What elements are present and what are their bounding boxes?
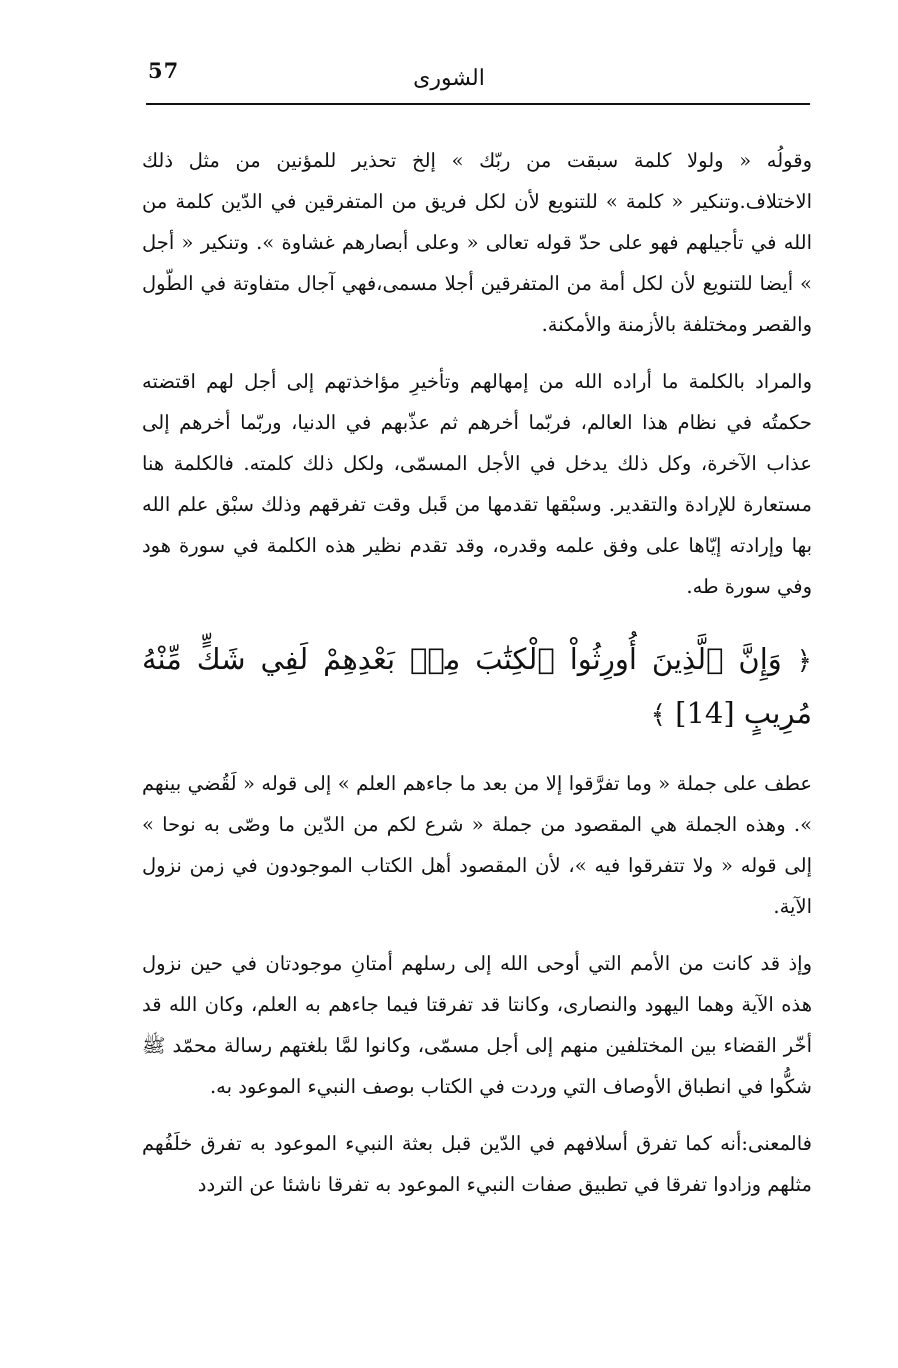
verse-close-ornament: ﴾ bbox=[650, 700, 666, 730]
body-text bbox=[142, 140, 812, 1205]
verse-number: [14] bbox=[675, 696, 735, 730]
page-number: 57 bbox=[148, 58, 180, 83]
paragraph-1: وقولُه « ولولا كلمة سبقت من ربّك » إلخ تحذير للمؤنين من مثل ذلك الاختلاف.وتنكير « كلمة » للتنويع لأن لكل فريق من المتفرقين في الدّين كلمة من الله في تأجيلهم فهو على حدّ قوله تعالى « وعلى أبصارهم غشاوة ». وتنكير « أجل » أيضا للتنويع لأن لكل أمة من المتفرقين أجلا مسمى،فهي آجال متفاوتة في الطّول والقصر ومختلفة بالأزمنة والأمكنة. bbox=[142, 149, 812, 336]
paragraph-2: والمراد بالكلمة ما أراده الله من إمهالهم وتأخيرِ مؤاخذتهم إلى أجل لهم اقتضته حكمتُه في نظام هذا العالم، فربّما أخرهم ثم عذّبهم في الدنيا، وربّما أخرهم إلى عذاب الآخرة، وكل ذلك يدخل في الأجل المسمّى، ولكل ذلك كلمته. فالكلمة هنا مستعارة للإرادة والتقدير. وسبْقها تقدمها من قَبل وقت تفرقهم وذلك سبْق علم الله بها وإرادته إيّاها على وفق علمه وقدره، وقد تقدم نظير هذه الكلمة في سورة هود وفي سورة طه. bbox=[142, 370, 812, 598]
quran-verse bbox=[142, 633, 812, 741]
paragraph-4: وإذ قد كانت من الأمم التي أوحى الله إلى رسلهم أمتانِ موجودتان في حين نزول هذه الآية وهما اليهود والنصارى، وكانتا قد تفرقتا فيما جاءهم به العلم، وكان الله قد أخّر القضاء بين المختلفين منهم إلى أجل مسمّى، وكانوا لمَّا بلغتهم رسالة محمّد ﷺ شكُّوا في انطباق الأوصاف التي وردت في الكتاب بوصف النبيء الموعود به. bbox=[142, 952, 812, 1098]
verse-open-ornament: ﴿ bbox=[796, 646, 812, 676]
verse-text: وَإِنَّ ٱلَّذِينَ أُورِثُواْ ٱلْكِتَٰبَ مِنۢ بَعْدِهِمْ لَفِي شَكٍّ مِّنْهُ مُرِيبٍ bbox=[142, 642, 812, 730]
paragraph-3: عطف على جملة « وما تفرَّقوا إلا من بعد ما جاءهم العلم » إلى قوله « لَقُضي بينهم ». وهذه الجملة هي المقصود من جملة « شرع لكم من الدّين ما وصّى به نوحا » إلى قوله « ولا تتفرقوا فيه »، لأن المقصود أهل الكتاب الموجودون في زمن نزول الآية. bbox=[142, 772, 812, 918]
header-rule bbox=[146, 103, 810, 105]
paragraph-5: فالمعنى:أنه كما تفرق أسلافهم في الدّين قبل بعثة النبيء الموعود به تفرق خلَفُهم مثلهم وزادوا تفرقا في تطبيق صفات النبيء الموعود به تفرقا ناشئا عن التردد bbox=[142, 1132, 812, 1196]
running-title: الشورى bbox=[413, 66, 485, 91]
